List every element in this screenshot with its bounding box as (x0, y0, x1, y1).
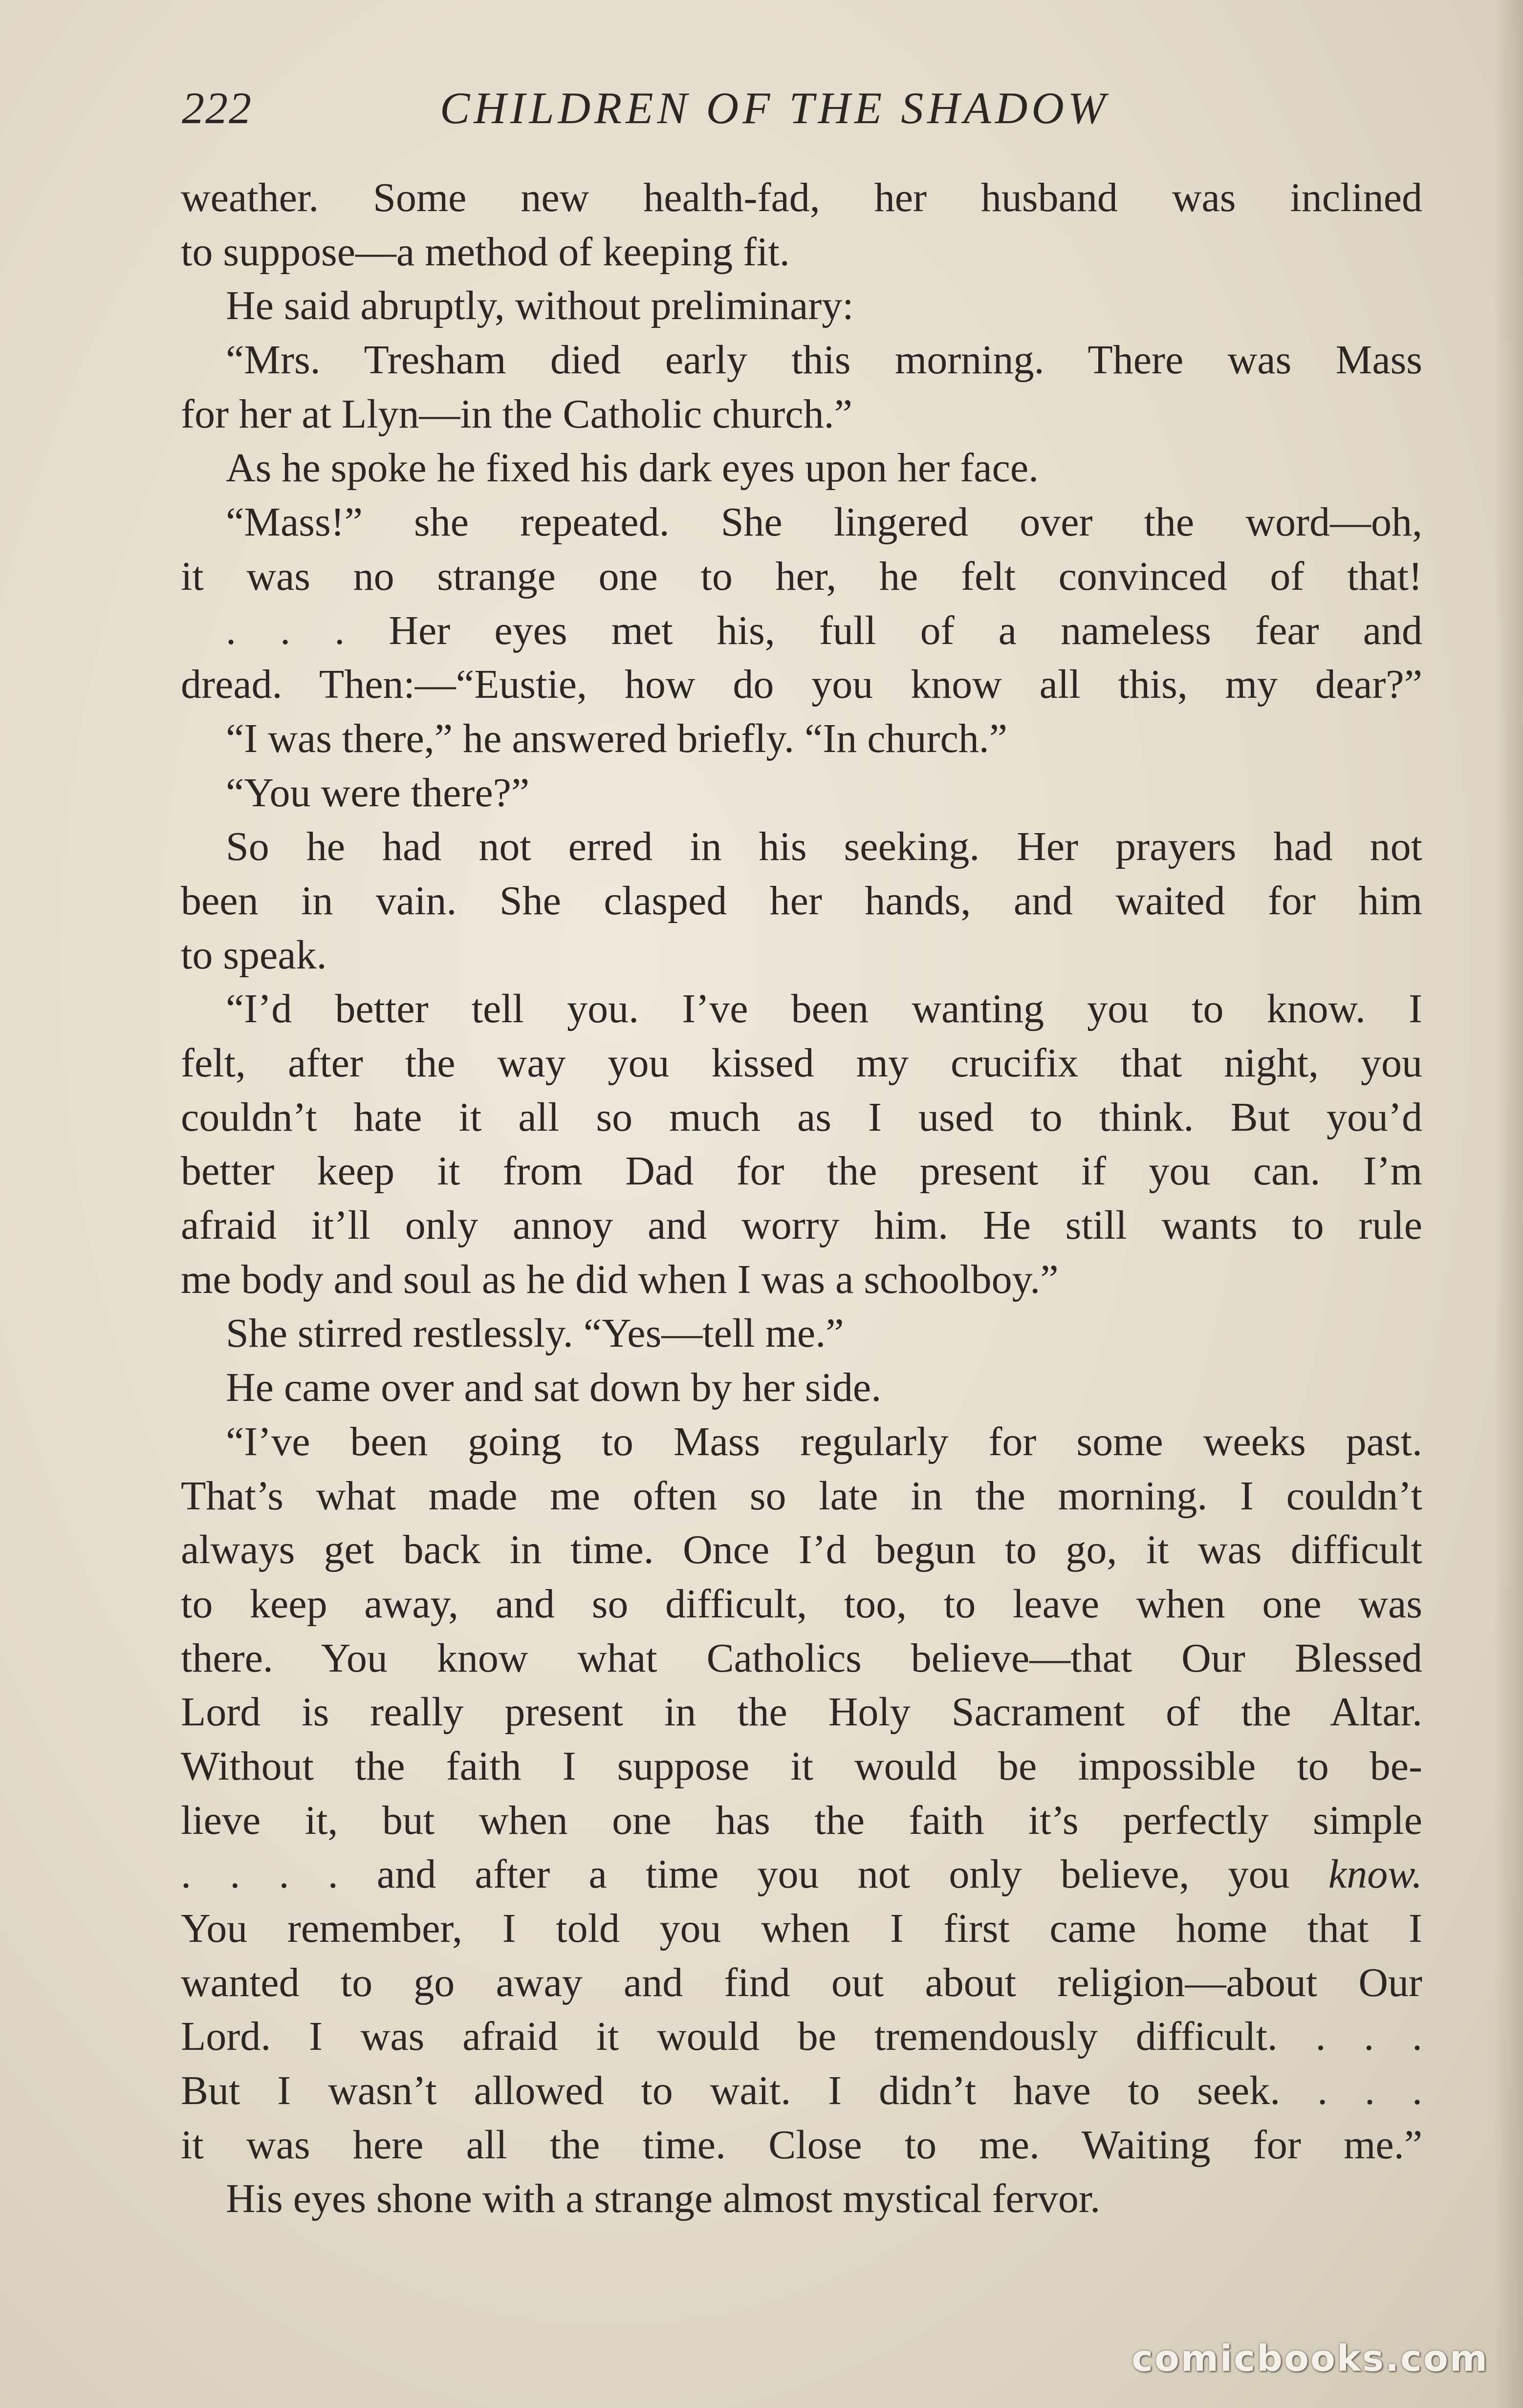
text-line: As he spoke he fixed his dark eyes upon her face. (226, 445, 1039, 491)
text-line: Lord. I was afraid it would be tremendously difficult. . . . (181, 2014, 1422, 2060)
page-edge-shadow (1494, 0, 1523, 2408)
text-line: felt, after the way you kissed my crucifix that night, you (181, 1040, 1422, 1086)
text-line: better keep it from Dad for the present if you can. I’m (181, 1148, 1422, 1194)
text-line: dread. Then:—“Eustie, how do you know all this, my dear?” (181, 662, 1422, 708)
text-line: couldn’t hate it all so much as I used to think. But you’d (181, 1094, 1422, 1140)
text-line: . . . . and after a time you not only believe, you know. (181, 1851, 1422, 1897)
text-line: You remember, I told you when I first came home that I (181, 1906, 1422, 1951)
text-line: “Mrs. Tresham died early this morning. There was Mass (226, 337, 1422, 383)
text-line: “I was there,” he answered briefly. “In church.” (226, 715, 1008, 761)
text-line: Without the faith I suppose it would be impossible to be- (181, 1743, 1422, 1789)
text-line: wanted to go away and find out about religion—about Our (181, 1959, 1422, 2005)
text-line: to keep away, and so difficult, too, to leave when one was (181, 1581, 1422, 1627)
body-text (181, 171, 1422, 2226)
text-line: “I’d better tell you. I’ve been wanting you to know. I (226, 986, 1422, 1032)
text-line: He came over and sat down by her side. (226, 1365, 882, 1411)
running-head (176, 82, 1427, 150)
page-number: 222 (182, 83, 252, 133)
text-line: “Mass!” she repeated. She lingered over the word—oh, (226, 499, 1422, 545)
text-line: . . . Her eyes met his, full of a nameless fear and (226, 607, 1422, 653)
text-line: been in vain. She clasped her hands, and waited for him (181, 878, 1422, 924)
emphasis-word: know. (1328, 1851, 1422, 1897)
text-line: lieve it, but when one has the faith it’s perfectly simple (181, 1797, 1422, 1843)
text-line: She stirred restlessly. “Yes—tell me.” (226, 1311, 844, 1356)
text-line: to suppose—a method of keeping fit. (181, 229, 790, 275)
text-line: weather. Some new health-fad, her husband was inclined (181, 175, 1422, 220)
watermark-text: comicbooks.com (1131, 2338, 1489, 2380)
text-line: His eyes shone with a strange almost mystical fervor. (226, 2176, 1101, 2222)
text-line: “I’ve been going to Mass regularly for some weeks past. (226, 1419, 1422, 1464)
text-line: it was no strange one to her, he felt convinced of that! (181, 553, 1422, 599)
text-line: So he had not erred in his seeking. Her prayers had not (226, 824, 1422, 870)
text-line: afraid it’ll only annoy and worry him. He still wants to rule (181, 1203, 1422, 1248)
text-line: “You were there?” (226, 770, 530, 816)
text-line: for her at Llyn—in the Catholic church.” (181, 391, 852, 437)
text-line: That’s what made me often so late in the morning. I couldn’t (181, 1473, 1422, 1519)
book-title: CHILDREN OF THE SHADOW (440, 83, 1110, 133)
text-line: me body and soul as he did when I was a schoolboy.” (181, 1256, 1059, 1302)
text-line: always get back in time. Once I’d begun to go, it was difficult (181, 1527, 1422, 1573)
text-line: there. You know what Catholics believe—that Our Blessed (181, 1635, 1422, 1681)
text-line: it was here all the time. Close to me. Waiting for me.” (181, 2122, 1422, 2168)
text-line: But I wasn’t allowed to wait. I didn’t have to seek. . . . (181, 2068, 1422, 2114)
text-line: to speak. (181, 932, 327, 978)
text-line: Lord is really present in the Holy Sacrament of the Altar. (181, 1689, 1422, 1735)
text-line: He said abruptly, without preliminary: (226, 283, 854, 329)
